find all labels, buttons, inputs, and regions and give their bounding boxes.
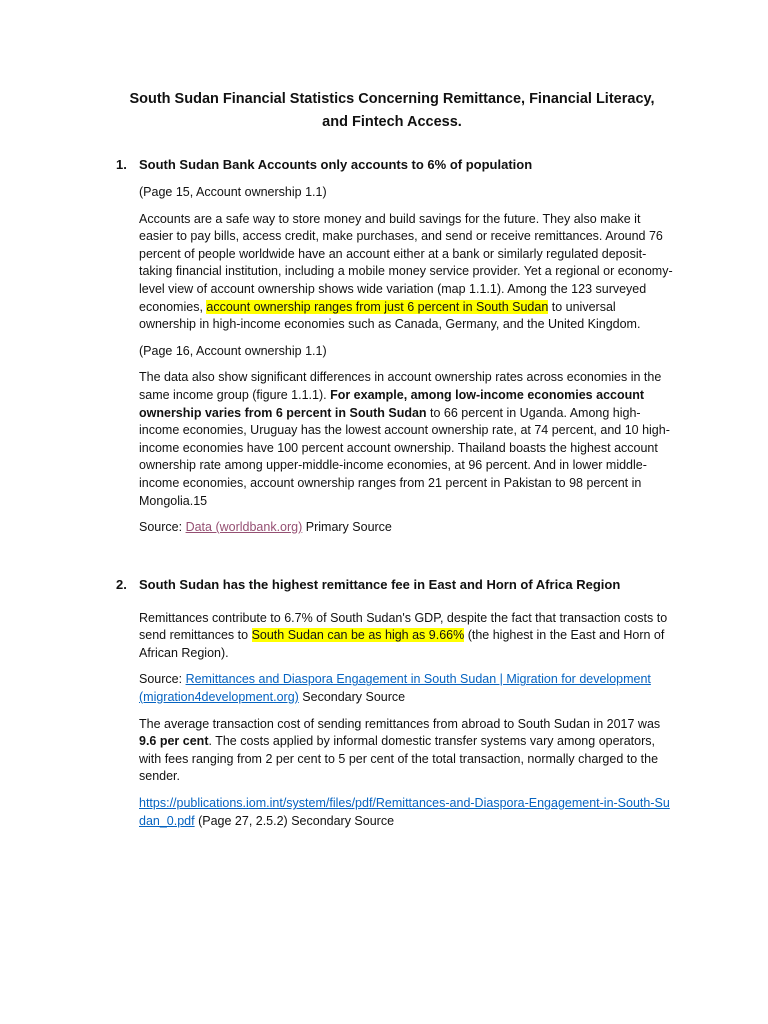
highlighted-text: account ownership ranges from just 6 percent in South Sudan — [206, 299, 549, 314]
remittance-gdp-paragraph — [139, 610, 676, 663]
section-2 — [116, 576, 676, 831]
source-type: (Page 27, 2.5.2) Secondary Source — [194, 813, 395, 828]
paragraph-text: (the highest in the East and Horn of African Region). — [139, 628, 665, 660]
section-2-heading-text: South Sudan has the highest remittance fee in East and Horn of Africa Region — [139, 576, 621, 592]
page-reference-2: (Page 16, Account ownership 1.1) — [139, 343, 327, 358]
account-ownership-paragraph — [139, 211, 676, 334]
paragraph-text: . The costs applied by informal domestic transfer systems vary among operators, with fees ranging from 2 per cent to 5 per cent of the total transaction, normally charged to the sender. — [139, 734, 659, 784]
paragraph-text: to universal ownership in high-income economies such as Canada, Germany, and the United Kingdom. — [139, 299, 641, 332]
source-line-1 — [139, 519, 676, 537]
source-label: Source: — [139, 672, 186, 687]
bold-text: For example, among low-income economies account ownership varies from 6 percent in South Sudan — [139, 387, 645, 420]
transaction-cost-paragraph — [139, 716, 676, 786]
income-group-paragraph — [139, 369, 676, 510]
section-1 — [116, 156, 676, 537]
section-2-body — [139, 610, 676, 831]
worldbank-source-link[interactable]: Data (worldbank.org) — [185, 520, 303, 535]
paragraph-text: Accounts are a safe way to store money and build savings for the future. They also make it easier to pay bills, access credit, make purchases, and send or receive remittances. Around 76 percent of people worldwide have an account either at a bank or similarly regulated deposit-taking financial institution, including a mobile money service provider. Yet a regional or economy-level view of account ownership shows wide variation (map 1.1.1). Among the 123 surveyed economies, — [139, 211, 673, 314]
section-1-heading-text: South Sudan Bank Accounts only accounts to 6% of population — [139, 157, 533, 172]
page-reference-1: (Page 15, Account ownership 1.1) — [139, 185, 327, 199]
source-line-2 — [139, 671, 676, 706]
highlighted-text: South Sudan can be as high as 9.66% — [251, 628, 465, 643]
document-title: South Sudan Financial Statistics Concerning Remittance, Financial Literacy, and Fintech Access. — [129, 91, 655, 130]
section-1-number: 1. — [116, 157, 127, 172]
paragraph-text: The data also show significant differences in account ownership rates across economies in the same income group (figure 1.1.1). — [139, 370, 662, 402]
source-type: Primary Source — [302, 520, 392, 535]
paragraph-text: Remittances contribute to 6.7% of South Sudan's GDP, despite the fact that transaction costs to send remittances to — [139, 610, 668, 643]
section-1-body — [139, 184, 676, 537]
source-type: Secondary Source — [298, 690, 406, 705]
section-2-heading — [116, 576, 676, 594]
section-1-heading — [116, 156, 676, 174]
source-line-3 — [139, 795, 676, 830]
section-2-number: 2. — [116, 576, 127, 592]
paragraph-text: The average transaction cost of sending remittances from abroad to South Sudan in 2017 was — [139, 716, 661, 731]
paragraph-text: to 66 percent in Uganda. Among high-income economies, Uruguay has the lowest account ownership rate, at 74 percent, and 10 high-income economies have 100 percent account ownership. Thailand boasts the highest account ownership rate among upper-middle-income economies, at 96 percent. And in lower middle-income economies, account ownership ranges from 21 percent in Pakistan to 98 percent in Mongolia.15 — [139, 405, 670, 508]
migration4development-source-link[interactable]: Remittances and Diaspora Engagement in South Sudan | Migration for development (migration4development.org) — [139, 672, 651, 705]
iom-pdf-link[interactable]: https://publications.iom.int/system/files/pdf/Remittances-and-Diaspora-Engagement-in-South-Sudan_0.pdf — [139, 796, 670, 828]
source-label: Source: — [139, 520, 186, 535]
bold-text: 9.6 per cent — [139, 734, 209, 749]
